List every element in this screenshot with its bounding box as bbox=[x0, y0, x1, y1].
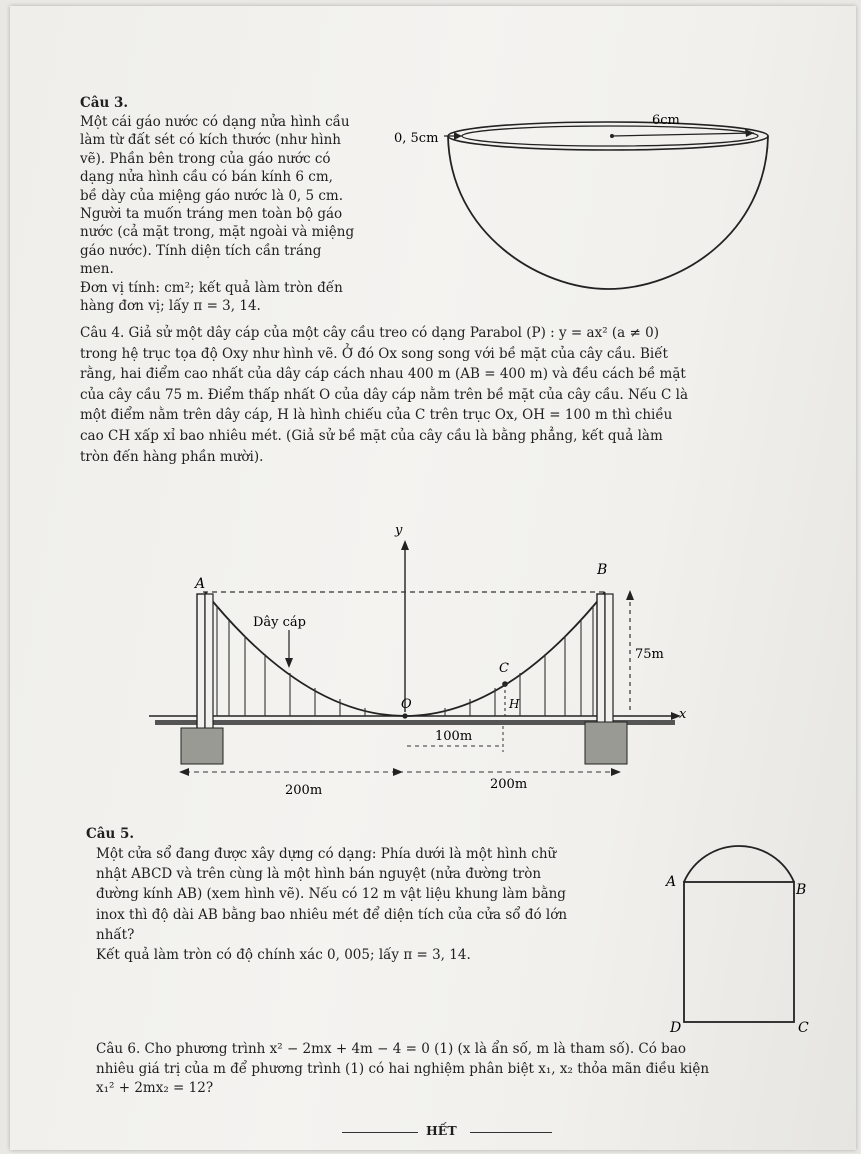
bowl-outer-surface bbox=[448, 136, 768, 289]
label-thickness: 0, 5cm bbox=[394, 131, 439, 146]
label-cable: Dây cáp bbox=[253, 615, 307, 630]
label-B: B bbox=[597, 562, 608, 578]
label-OH: 100m bbox=[435, 729, 473, 744]
q5-text-line: inox thì độ dài AB bằng bao nhiêu mét để diện tích của cửa sổ đó lớn bbox=[96, 906, 568, 923]
right-tower bbox=[585, 594, 627, 764]
q3-text-line: làm từ đất sét có kích thước (như hình bbox=[80, 132, 341, 149]
q5-text-line: nhất? bbox=[96, 926, 135, 943]
label-left: 200m bbox=[285, 783, 323, 798]
q3-text-line: bề dày của miệng gáo nước là 0, 5 cm. bbox=[80, 187, 344, 204]
semicircle-top bbox=[684, 846, 794, 882]
q3-bowl-figure bbox=[390, 104, 780, 299]
q6-text-line: x₁² + 2mx₂ = 12? bbox=[96, 1080, 214, 1096]
q3-text-line: gáo nước). Tính diện tích cần tráng bbox=[80, 242, 322, 259]
q4-text-line: trong hệ trục tọa độ Oxy như hình vẽ. Ở đó Ox song song với bề mặt của cây cầu. Biết bbox=[80, 345, 668, 362]
q5-text-line: nhật ABCD và trên cùng là một hình bán nguyệt (nửa đường tròn bbox=[96, 866, 542, 883]
q4-text-line: cao CH xấp xỉ bao nhiêu mét. (Giả sử bề mặt của cây cầu là bằng phẳng, kết quả làm bbox=[80, 428, 663, 444]
label-B: B bbox=[796, 882, 807, 898]
q5-text-line: đường kính AB) (xem hình vẽ). Nếu có 12 m vật liệu khung làm bằng bbox=[96, 886, 566, 903]
q5-title: Câu 5. bbox=[86, 826, 135, 842]
q3-text-line: Đơn vị tính: cm²; kết quả làm tròn đến bbox=[80, 279, 343, 296]
point-O bbox=[402, 713, 407, 718]
label-x: x bbox=[679, 707, 687, 722]
label-y: y bbox=[395, 523, 403, 538]
q4-text-line: Câu 4. Giả sử một dây cáp của một cây cầu treo có dạng Parabol (P) : y = ax² (a ≠ 0) bbox=[80, 325, 659, 341]
label-A: A bbox=[666, 874, 677, 890]
label-H: H bbox=[509, 697, 520, 711]
label-right: 200m bbox=[490, 777, 528, 792]
footer-rule-left bbox=[342, 1132, 418, 1133]
q3-title: Câu 3. bbox=[80, 95, 129, 111]
q6-text-line: nhiêu giá trị của m để phương trình (1) có hai nghiệm phân biệt x₁, x₂ thỏa mãn điều kiện bbox=[96, 1060, 710, 1077]
q5-window-figure bbox=[664, 832, 824, 1042]
radius-arrow bbox=[612, 133, 754, 136]
label-C: C bbox=[499, 661, 509, 676]
end-label: HẾT bbox=[426, 1123, 457, 1138]
q3-text-line: nước (cả mặt trong, mặt ngoài và miệng bbox=[80, 224, 355, 241]
q3-text-line: men. bbox=[80, 261, 114, 278]
q5-text-line: Một cửa sổ đang được xây dựng có dạng: Phía dưới là một hình chữ bbox=[96, 846, 557, 862]
q6-text-line: Câu 6. Cho phương trình x² − 2mx + 4m − 4 = 0 (1) (x là ẩn số, m là tham số). Có bao bbox=[96, 1041, 686, 1057]
label-height: 75m bbox=[635, 647, 664, 662]
q4-text-line: của cây cầu 75 m. Điểm thấp nhất O của dây cáp nằm trên bề mặt của cây cầu. Nếu C là bbox=[80, 386, 689, 403]
q3-text-line: Một cái gáo nước có dạng nửa hình cầu bbox=[80, 114, 350, 130]
q3-text-line: dạng nửa hình cầu có bán kính 6 cm, bbox=[80, 169, 333, 186]
q4-text-line: tròn đến hàng phần mười). bbox=[80, 448, 264, 465]
rectangle-ABCD bbox=[684, 882, 794, 1022]
q4-text-line: một điểm nằm trên dây cáp, H là hình chiếu của C trên trục Ox, OH = 100 m thì chiều bbox=[80, 407, 673, 424]
label-D: D bbox=[670, 1020, 682, 1036]
q4-bridge-figure bbox=[145, 512, 705, 812]
footer-rule-right bbox=[470, 1132, 552, 1133]
label-C: C bbox=[798, 1020, 809, 1036]
label-radius: 6cm bbox=[652, 113, 680, 128]
q5-text-line: Kết quả làm tròn có độ chính xác 0, 005; lấy π = 3, 14. bbox=[96, 947, 471, 963]
q3-text-line: vẽ). Phần bên trong của gáo nước có bbox=[80, 150, 331, 167]
q4-text-line: rằng, hai điểm cao nhất của dây cáp cách nhau 400 m (AB = 400 m) và đều cách bề mặt bbox=[80, 366, 686, 383]
q3-text-line: hàng đơn vị; lấy π = 3, 14. bbox=[80, 298, 261, 314]
label-O: O bbox=[401, 697, 412, 712]
q3-text-line: Người ta muốn tráng men toàn bộ gáo bbox=[80, 206, 343, 222]
label-A: A bbox=[195, 576, 206, 592]
